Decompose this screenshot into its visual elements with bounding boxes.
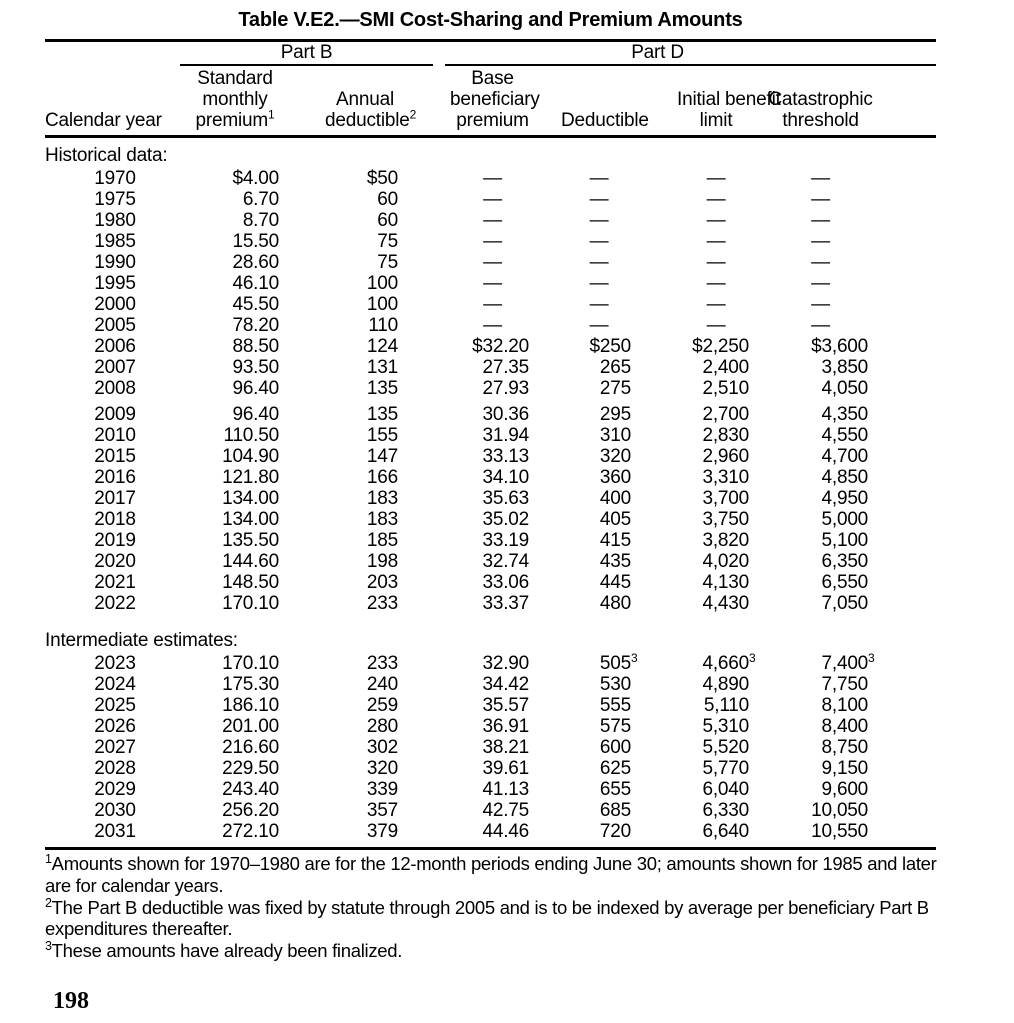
column-header-part-b-annual-deductible: Annual deductible$^2$ xyxy=(285,66,405,137)
table-row xyxy=(45,168,936,189)
cell-part-b-standard-monthly-premium: 45.50 xyxy=(232,294,279,315)
column-header-row xyxy=(45,66,936,137)
cell-part-d-deductible: 295 xyxy=(599,404,632,425)
cell-calendar-year: 2030 xyxy=(94,800,136,821)
cell-part-d-deductible: 685 xyxy=(599,800,632,821)
cell-part-d-catastrophic-threshold: 4,550 xyxy=(821,425,869,446)
column-header-part-d-base-beneficiary-premium: Base beneficiary premium xyxy=(405,66,535,137)
cell-part-b-annual-deductible: 124 xyxy=(366,336,399,357)
section-label: Historical data: xyxy=(45,145,168,166)
cell-part-d-catastrophic-threshold: 3,850 xyxy=(821,357,869,378)
table-row xyxy=(45,273,936,294)
cell-part-d-catastrophic-threshold: — xyxy=(811,252,830,273)
cell-calendar-year: 2000 xyxy=(94,294,136,315)
cell-part-b-standard-monthly-premium: 135.50 xyxy=(222,530,279,551)
cell-part-b-annual-deductible: 280 xyxy=(366,716,399,737)
cell-part-b-standard-monthly-premium: 134.00 xyxy=(222,488,279,509)
cell-part-b-annual-deductible: 60 xyxy=(377,189,399,210)
cell-part-b-annual-deductible: 110 xyxy=(368,315,399,336)
table-row xyxy=(45,593,936,614)
cell-part-d-catastrophic-threshold: — xyxy=(811,294,830,315)
cell-part-d-catastrophic-threshold: — xyxy=(811,189,830,210)
cell-part-b-annual-deductible: 135 xyxy=(366,404,399,425)
cell-part-b-annual-deductible: 203 xyxy=(366,572,399,593)
cell-calendar-year: 2022 xyxy=(94,593,136,614)
cell-calendar-year: 1985 xyxy=(94,231,136,252)
cell-part-d-base-beneficiary-premium: 33.06 xyxy=(482,572,530,593)
cell-part-d-initial-benefit-limit: 3,750 xyxy=(702,509,750,530)
cell-part-b-standard-monthly-premium: 6.70 xyxy=(242,189,279,210)
cell-part-d-catastrophic-threshold: 8,100 xyxy=(821,695,869,716)
footnotes xyxy=(45,853,952,962)
cell-part-b-annual-deductible: 60 xyxy=(377,210,399,231)
table-row xyxy=(45,551,936,572)
table-row xyxy=(45,653,936,674)
cell-part-d-initial-benefit-limit: 6,040 xyxy=(702,779,750,800)
cell-part-b-annual-deductible: 75 xyxy=(377,252,399,273)
part-b-group-rule: Part B xyxy=(180,42,433,66)
cell-part-d-base-beneficiary-premium: 42.75 xyxy=(482,800,530,821)
cell-part-b-standard-monthly-premium: 121.80 xyxy=(222,467,279,488)
cell-part-b-annual-deductible: 357 xyxy=(366,800,399,821)
table-row xyxy=(45,399,936,425)
cell-part-d-deductible: — xyxy=(589,189,609,210)
footnote-2-marker: 2 xyxy=(45,895,52,910)
group-header-row xyxy=(45,41,936,67)
cell-part-d-catastrophic-threshold: 7,400$^3$ xyxy=(821,650,875,674)
cell-calendar-year: 2024 xyxy=(94,674,136,695)
table-row xyxy=(45,446,936,467)
cell-part-b-annual-deductible: 320 xyxy=(366,758,399,779)
cell-part-b-standard-monthly-premium: 170.10 xyxy=(222,593,279,614)
group-header-spacer xyxy=(45,41,185,67)
cell-part-b-standard-monthly-premium: 104.90 xyxy=(222,446,279,467)
cell-part-b-annual-deductible: 135 xyxy=(366,378,399,399)
cell-calendar-year: 1980 xyxy=(94,210,136,231)
cell-part-b-annual-deductible: 233 xyxy=(366,653,399,674)
cell-part-d-catastrophic-threshold: 4,050 xyxy=(821,378,869,399)
cell-part-b-standard-monthly-premium: 216.60 xyxy=(222,737,279,758)
cell-part-b-standard-monthly-premium: 96.40 xyxy=(232,378,279,399)
cell-part-b-annual-deductible: 302 xyxy=(366,737,399,758)
cell-calendar-year: 1995 xyxy=(94,273,136,294)
cell-part-d-base-beneficiary-premium: 32.74 xyxy=(482,551,530,572)
table-row xyxy=(45,488,936,509)
cell-part-d-catastrophic-threshold: 7,750 xyxy=(821,674,869,695)
cell-part-d-deductible: — xyxy=(589,294,609,315)
cell-part-b-annual-deductible: 379 xyxy=(366,821,399,842)
cell-part-d-base-beneficiary-premium: 33.13 xyxy=(482,446,530,467)
cell-part-d-base-beneficiary-premium: 27.35 xyxy=(482,357,530,378)
cell-part-d-initial-benefit-limit: 3,310 xyxy=(702,467,750,488)
cell-part-b-annual-deductible: 100 xyxy=(366,273,399,294)
cell-part-d-initial-benefit-limit: — xyxy=(706,315,726,336)
cell-part-d-initial-benefit-limit: 6,330 xyxy=(702,800,750,821)
part-d-group-header xyxy=(405,41,936,67)
cell-part-d-catastrophic-threshold: 5,000 xyxy=(821,509,869,530)
cell-part-d-deductible: — xyxy=(589,252,609,273)
cell-part-d-deductible: 655 xyxy=(599,779,632,800)
cell-part-b-standard-monthly-premium: 93.50 xyxy=(232,357,279,378)
cell-part-d-deductible: 360 xyxy=(599,467,632,488)
footnote-1-text: Amounts shown for 1970–1980 are for the 12-month periods ending June 30; amounts shown for 1985 and later are for calendar years. xyxy=(45,853,937,896)
cell-part-d-initial-benefit-limit: — xyxy=(706,273,726,294)
cell-part-d-base-beneficiary-premium: 35.63 xyxy=(482,488,530,509)
cell-part-b-annual-deductible: 147 xyxy=(366,446,399,467)
table-row xyxy=(45,189,936,210)
cell-part-d-initial-benefit-limit: — xyxy=(706,294,726,315)
cell-part-d-deductible: $505^3$ xyxy=(599,650,638,674)
table-row xyxy=(45,800,936,821)
cell-part-d-base-beneficiary-premium: 32.90 xyxy=(482,653,530,674)
cell-part-d-deductible: 265 xyxy=(599,357,632,378)
cell-part-b-annual-deductible: 339 xyxy=(366,779,399,800)
cell-calendar-year: 2027 xyxy=(94,737,136,758)
cell-part-d-catastrophic-threshold: 9,150 xyxy=(821,758,869,779)
cell-part-d-initial-benefit-limit: — xyxy=(706,231,726,252)
cell-part-d-initial-benefit-limit: 4,020 xyxy=(702,551,750,572)
cell-part-d-base-beneficiary-premium: 27.93 xyxy=(482,378,530,399)
cell-part-d-base-beneficiary-premium: 35.02 xyxy=(482,509,530,530)
cell-part-b-standard-monthly-premium: 134.00 xyxy=(222,509,279,530)
cell-part-d-deductible: 310 xyxy=(599,425,632,446)
cell-calendar-year: 2025 xyxy=(94,695,136,716)
cell-part-d-initial-benefit-limit: 2,960 xyxy=(702,446,750,467)
cell-part-d-base-beneficiary-premium: 35.57 xyxy=(482,695,530,716)
cell-part-d-catastrophic-threshold: 10,050 xyxy=(811,800,869,821)
cell-part-b-annual-deductible: 259 xyxy=(366,695,399,716)
cell-part-d-catastrophic-threshold: $3,600 xyxy=(811,336,869,357)
table-row xyxy=(45,467,936,488)
cell-part-d-catastrophic-threshold: 7,050 xyxy=(821,593,869,614)
page-number: 198 xyxy=(53,987,89,1014)
cell-calendar-year: 2021 xyxy=(94,572,136,593)
cell-calendar-year: 2006 xyxy=(94,336,136,357)
cell-part-d-base-beneficiary-premium: — xyxy=(483,189,502,210)
cell-part-d-catastrophic-threshold: — xyxy=(811,168,830,189)
table-title: Table V.E2.—SMI Cost-Sharing and Premium Amounts xyxy=(238,9,743,31)
cell-part-d-initial-benefit-limit: 2,700 xyxy=(702,404,750,425)
cell-calendar-year: 2031 xyxy=(94,821,136,842)
cell-part-d-base-beneficiary-premium: — xyxy=(483,168,502,189)
cell-part-d-initial-benefit-limit: 3,820 xyxy=(702,530,750,551)
cell-part-b-standard-monthly-premium: 78.20 xyxy=(232,315,279,336)
cell-part-b-annual-deductible: 75 xyxy=(377,231,399,252)
cell-part-d-initial-benefit-limit: 4,430 xyxy=(702,593,750,614)
cell-part-d-deductible: — xyxy=(589,273,609,294)
smi-table xyxy=(45,39,936,850)
cell-part-d-deductible: 625 xyxy=(599,758,632,779)
cell-part-d-base-beneficiary-premium: — xyxy=(483,273,502,294)
part-b-group-header xyxy=(185,41,405,67)
cell-part-b-standard-monthly-premium: 148.50 xyxy=(222,572,279,593)
cell-part-d-base-beneficiary-premium: — xyxy=(483,210,502,231)
column-header-part-b-standard-monthly-premium: Standard monthly premium$^1$ xyxy=(185,66,285,137)
table-row xyxy=(45,779,936,800)
cell-part-b-standard-monthly-premium: 28.60 xyxy=(232,252,279,273)
table-row xyxy=(45,821,936,849)
table-row xyxy=(45,252,936,273)
table-row xyxy=(45,336,936,357)
cell-calendar-year: 2020 xyxy=(94,551,136,572)
cell-part-d-base-beneficiary-premium: 33.37 xyxy=(482,593,530,614)
cell-part-d-deductible: 600 xyxy=(599,737,632,758)
cell-part-d-deductible: 555 xyxy=(599,695,632,716)
part-d-group-rule: Part D xyxy=(445,42,936,66)
cell-part-d-deductible: 445 xyxy=(599,572,632,593)
column-header-part-d-catastrophic-threshold: Catastrophic threshold xyxy=(755,66,936,137)
cell-part-d-deductible: — xyxy=(589,210,609,231)
cell-part-b-standard-monthly-premium: 96.40 xyxy=(232,404,279,425)
table-row xyxy=(45,572,936,593)
cell-part-b-standard-monthly-premium: 88.50 xyxy=(232,336,279,357)
cell-part-d-base-beneficiary-premium: 36.91 xyxy=(482,716,530,737)
cell-part-d-deductible: 480 xyxy=(599,593,632,614)
cell-part-d-initial-benefit-limit: 4,660$^3$ xyxy=(702,650,756,674)
footnote-2 xyxy=(45,897,952,941)
cell-calendar-year: 2026 xyxy=(94,716,136,737)
cell-part-d-catastrophic-threshold: — xyxy=(811,315,830,336)
table-header xyxy=(45,41,936,137)
cell-part-d-catastrophic-threshold: — xyxy=(811,210,830,231)
cell-part-b-annual-deductible: 155 xyxy=(366,425,399,446)
table-row xyxy=(45,425,936,446)
table-row xyxy=(45,210,936,231)
cell-part-b-annual-deductible: 100 xyxy=(366,294,399,315)
footnote-3-marker: 3 xyxy=(45,939,52,954)
cell-part-d-deductible: 405 xyxy=(599,509,632,530)
cell-part-d-base-beneficiary-premium: 33.19 xyxy=(482,530,530,551)
cell-calendar-year: 2005 xyxy=(94,315,136,336)
cell-part-b-standard-monthly-premium: 15.50 xyxy=(232,231,279,252)
cell-part-d-base-beneficiary-premium: 41.13 xyxy=(482,779,530,800)
cell-part-d-base-beneficiary-premium: — xyxy=(483,231,502,252)
cell-part-b-standard-monthly-premium: 229.50 xyxy=(222,758,279,779)
section-label-row xyxy=(45,137,936,169)
table-row xyxy=(45,357,936,378)
cell-part-d-base-beneficiary-premium: 44.46 xyxy=(482,821,530,842)
cell-part-d-deductible: — xyxy=(589,315,609,336)
cell-part-d-initial-benefit-limit: 6,640 xyxy=(702,821,750,842)
cell-part-d-catastrophic-threshold: 8,750 xyxy=(821,737,869,758)
cell-part-d-deductible: — xyxy=(589,231,609,252)
cell-calendar-year: 2016 xyxy=(94,467,136,488)
cell-part-d-deductible: 530 xyxy=(599,674,632,695)
cell-part-d-initial-benefit-limit: 2,510 xyxy=(702,378,750,399)
cell-part-d-initial-benefit-limit: — xyxy=(706,168,726,189)
cell-part-d-catastrophic-threshold: 4,700 xyxy=(821,446,869,467)
cell-part-d-base-beneficiary-premium: 38.21 xyxy=(482,737,530,758)
cell-calendar-year: 2009 xyxy=(94,404,136,425)
cell-calendar-year: 2015 xyxy=(94,446,136,467)
table-row xyxy=(45,315,936,336)
cell-part-b-annual-deductible: 131 xyxy=(366,357,399,378)
cell-part-d-initial-benefit-limit: 3,700 xyxy=(702,488,750,509)
cell-part-d-catastrophic-threshold: 10,550 xyxy=(811,821,869,842)
table-row xyxy=(45,737,936,758)
cell-calendar-year: 2023 xyxy=(94,653,136,674)
cell-part-d-deductible: — xyxy=(589,168,609,189)
footnote-1 xyxy=(45,853,952,897)
cell-part-d-base-beneficiary-premium: — xyxy=(483,252,502,273)
cell-part-d-base-beneficiary-premium: 34.42 xyxy=(482,674,530,695)
cell-calendar-year: 2007 xyxy=(94,357,136,378)
column-header-calendar-year: Calendar year xyxy=(45,66,185,137)
cell-part-b-annual-deductible: 166 xyxy=(366,467,399,488)
cell-part-d-initial-benefit-limit: — xyxy=(706,210,726,231)
table-row xyxy=(45,509,936,530)
cell-part-d-base-beneficiary-premium: $32.20 xyxy=(472,336,530,357)
cell-part-b-standard-monthly-premium: 170.10 xyxy=(222,653,279,674)
cell-part-d-base-beneficiary-premium: 31.94 xyxy=(482,425,530,446)
column-header-part-d-initial-benefit-limit: Initial benefit limit xyxy=(637,66,755,137)
footnote-2-text: The Part B deductible was fixed by statute through 2005 and is to be indexed by average per beneficiary Part B expenditures thereafter. xyxy=(45,896,929,940)
cell-part-d-catastrophic-threshold: 9,600 xyxy=(821,779,869,800)
cell-part-d-catastrophic-threshold: — xyxy=(811,273,830,294)
footnote-3-text: These amounts have already been finalized. xyxy=(51,940,403,962)
table-row xyxy=(45,231,936,252)
cell-part-d-catastrophic-threshold: 6,550 xyxy=(821,572,869,593)
table-row xyxy=(45,758,936,779)
cell-part-d-initial-benefit-limit: 5,770 xyxy=(702,758,750,779)
cell-part-d-deductible: 575 xyxy=(599,716,632,737)
cell-calendar-year: 2029 xyxy=(94,779,136,800)
cell-part-d-base-beneficiary-premium: 30.36 xyxy=(482,404,530,425)
cell-part-d-deductible: 275 xyxy=(599,378,632,399)
cell-part-b-standard-monthly-premium: 186.10 xyxy=(222,695,279,716)
cell-part-b-annual-deductible: 233 xyxy=(366,593,399,614)
cell-part-d-catastrophic-threshold: 4,850 xyxy=(821,467,869,488)
cell-calendar-year: 1970 xyxy=(94,168,136,189)
cell-part-d-initial-benefit-limit: 4,130 xyxy=(702,572,750,593)
cell-part-d-catastrophic-threshold: 5,100 xyxy=(821,530,869,551)
cell-part-d-catastrophic-threshold: 4,950 xyxy=(821,488,869,509)
footnote-3 xyxy=(45,940,952,962)
cell-part-d-initial-benefit-limit: 5,310 xyxy=(702,716,750,737)
section-label-row xyxy=(45,614,936,653)
table-row xyxy=(45,294,936,315)
cell-part-b-standard-monthly-premium: 201.00 xyxy=(222,716,279,737)
cell-calendar-year: 2017 xyxy=(94,488,136,509)
cell-part-d-initial-benefit-limit: — xyxy=(706,189,726,210)
cell-part-b-standard-monthly-premium: 256.20 xyxy=(222,800,279,821)
footnote-1-marker: 1 xyxy=(45,851,52,866)
cell-part-d-deductible: 320 xyxy=(599,446,632,467)
cell-part-d-initial-benefit-limit: $2,250 xyxy=(692,336,750,357)
cell-part-b-annual-deductible: 183 xyxy=(366,509,399,530)
cell-part-b-annual-deductible: 183 xyxy=(366,488,399,509)
cell-part-d-catastrophic-threshold: 8,400 xyxy=(821,716,869,737)
cell-part-d-initial-benefit-limit: — xyxy=(706,252,726,273)
cell-calendar-year: 2008 xyxy=(94,378,136,399)
cell-part-d-base-beneficiary-premium: — xyxy=(483,294,502,315)
table-body xyxy=(45,137,936,849)
section-label: Intermediate estimates: xyxy=(45,630,238,651)
cell-part-b-annual-deductible: $50 xyxy=(366,168,399,189)
cell-part-d-deductible: $250 xyxy=(589,336,632,357)
table-row xyxy=(45,695,936,716)
cell-part-b-annual-deductible: 198 xyxy=(366,551,399,572)
table-row xyxy=(45,378,936,399)
table-row xyxy=(45,530,936,551)
cell-part-b-standard-monthly-premium: 110.50 xyxy=(223,425,279,446)
cell-part-d-initial-benefit-limit: 4,890 xyxy=(702,674,750,695)
table-row xyxy=(45,716,936,737)
cell-part-b-standard-monthly-premium: 175.30 xyxy=(222,674,279,695)
cell-calendar-year: 2028 xyxy=(94,758,136,779)
table-row xyxy=(45,674,936,695)
cell-part-d-base-beneficiary-premium: — xyxy=(483,315,502,336)
cell-part-b-annual-deductible: 185 xyxy=(366,530,399,551)
cell-part-d-base-beneficiary-premium: 39.61 xyxy=(482,758,530,779)
cell-part-b-standard-monthly-premium: 144.60 xyxy=(222,551,279,572)
cell-part-d-initial-benefit-limit: 2,830 xyxy=(702,425,750,446)
cell-part-d-catastrophic-threshold: 4,350 xyxy=(821,404,869,425)
cell-part-d-initial-benefit-limit: 5,520 xyxy=(702,737,750,758)
cell-calendar-year: 1975 xyxy=(94,189,136,210)
cell-part-d-deductible: 720 xyxy=(599,821,632,842)
cell-part-d-deductible: 415 xyxy=(599,530,632,551)
cell-part-d-catastrophic-threshold: — xyxy=(811,231,830,252)
cell-part-b-standard-monthly-premium: $4.00 xyxy=(232,168,279,189)
cell-part-b-standard-monthly-premium: 243.40 xyxy=(222,779,279,800)
column-header-part-d-deductible: Deductible xyxy=(535,66,637,137)
cell-calendar-year: 2018 xyxy=(94,509,136,530)
cell-part-b-standard-monthly-premium: 46.10 xyxy=(232,273,279,294)
cell-part-d-deductible: 400 xyxy=(599,488,632,509)
cell-part-d-catastrophic-threshold: 6,350 xyxy=(821,551,869,572)
cell-calendar-year: 2010 xyxy=(94,425,136,446)
cell-calendar-year: 1990 xyxy=(94,252,136,273)
cell-part-d-initial-benefit-limit: 2,400 xyxy=(702,357,750,378)
cell-calendar-year: 2019 xyxy=(94,530,136,551)
cell-part-b-annual-deductible: 240 xyxy=(366,674,399,695)
cell-part-d-base-beneficiary-premium: 34.10 xyxy=(482,467,530,488)
cell-part-b-standard-monthly-premium: 8.70 xyxy=(242,210,279,231)
cell-part-d-deductible: 435 xyxy=(599,551,632,572)
cell-part-d-initial-benefit-limit: 5,110 xyxy=(703,695,750,716)
cell-part-b-standard-monthly-premium: 272.10 xyxy=(222,821,279,842)
